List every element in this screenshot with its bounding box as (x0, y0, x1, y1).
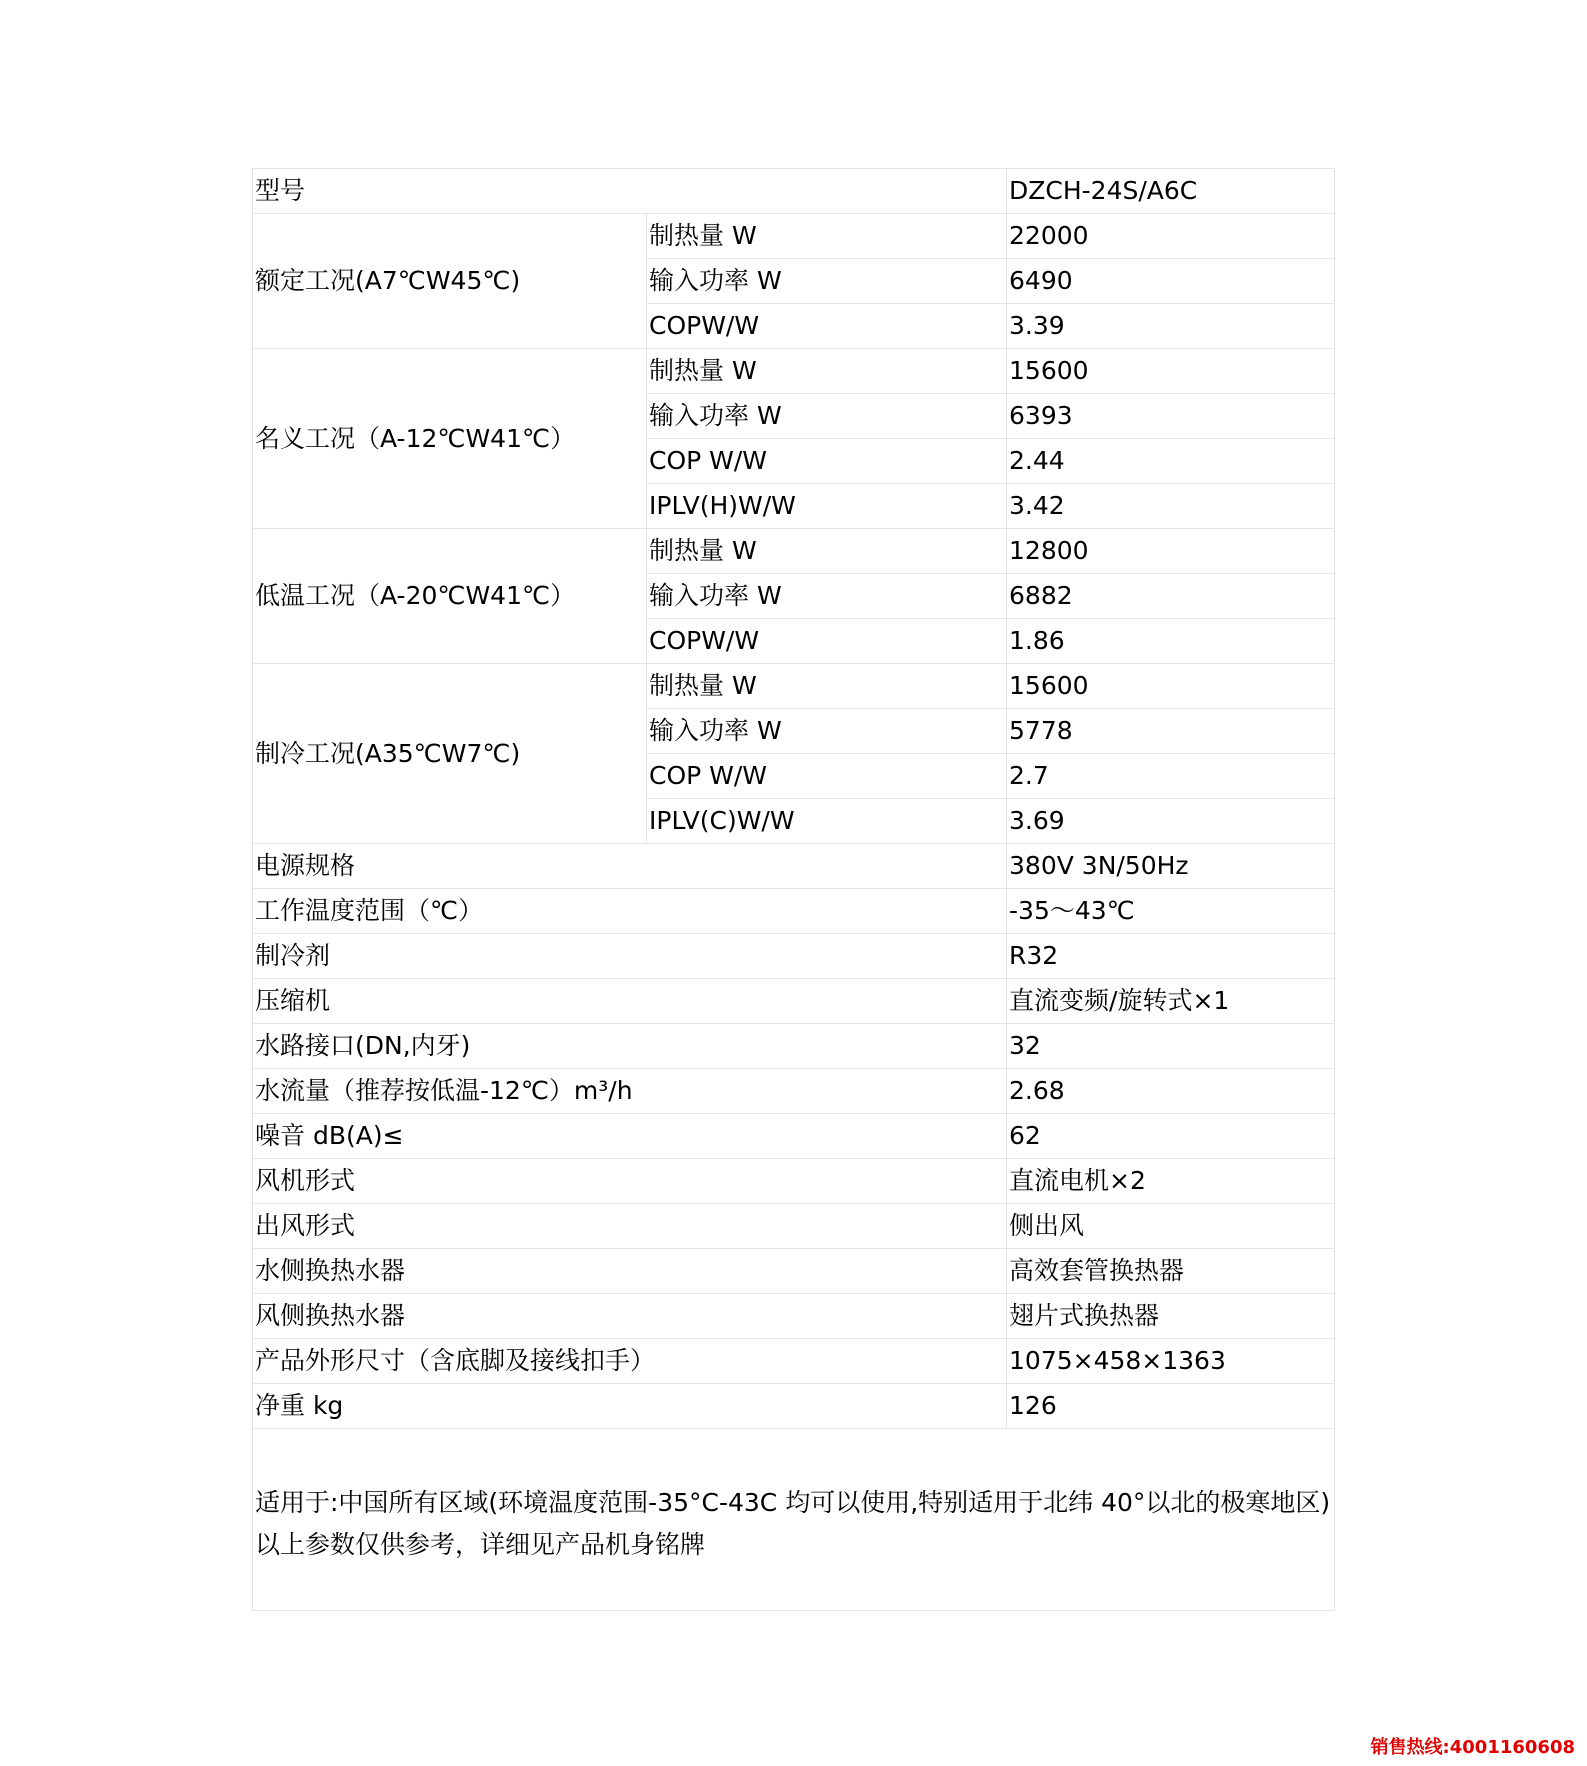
condition-name: 低温工况（A-20℃W41℃） (253, 529, 647, 664)
condition-value: 2.44 (1007, 439, 1335, 484)
condition-row (253, 349, 1335, 394)
spec-row (253, 1339, 1335, 1384)
condition-param: 输入功率 W (647, 394, 1007, 439)
spec-row (253, 1384, 1335, 1429)
spec-row (253, 1294, 1335, 1339)
spec-label: 风机形式 (253, 1159, 1007, 1204)
spec-row (253, 979, 1335, 1024)
condition-param: 输入功率 W (647, 259, 1007, 304)
spec-value: 32 (1007, 1024, 1335, 1069)
spec-row (253, 1159, 1335, 1204)
condition-param: 制热量 W (647, 349, 1007, 394)
condition-param: 输入功率 W (647, 709, 1007, 754)
spec-value: 2.68 (1007, 1069, 1335, 1114)
condition-param: COPW/W (647, 304, 1007, 349)
condition-param: COPW/W (647, 619, 1007, 664)
spec-label: 制冷剂 (253, 934, 1007, 979)
spec-row (253, 1114, 1335, 1159)
condition-param: IPLV(C)W/W (647, 799, 1007, 844)
spec-row (253, 1024, 1335, 1069)
spec-value: 直流变频/旋转式×1 (1007, 979, 1335, 1024)
condition-value: 6882 (1007, 574, 1335, 619)
note-row (253, 1429, 1335, 1611)
condition-row (253, 529, 1335, 574)
condition-value: 6393 (1007, 394, 1335, 439)
usage-note: 适用于:中国所有区域(环境温度范围-35°C-43C 均可以使用,特别适用于北纬 40°以北的极寒地区)以上参数仅供参考，详细见产品机身铭牌 (253, 1429, 1335, 1611)
condition-param: 制热量 W (647, 214, 1007, 259)
spec-value: R32 (1007, 934, 1335, 979)
spec-row (253, 1069, 1335, 1114)
condition-param: 制热量 W (647, 664, 1007, 709)
condition-value: 1.86 (1007, 619, 1335, 664)
model-row (253, 169, 1335, 214)
condition-name: 额定工况(A7℃W45℃) (253, 214, 647, 349)
condition-name: 名义工况（A-12℃W41℃） (253, 349, 647, 529)
spec-label: 风侧换热水器 (253, 1294, 1007, 1339)
spec-label: 产品外形尺寸（含底脚及接线扣手） (253, 1339, 1007, 1384)
hotline-number: 4001160608 (1449, 1737, 1575, 1758)
spec-row (253, 934, 1335, 979)
sales-hotline (1371, 1736, 1575, 1760)
condition-param: 制热量 W (647, 529, 1007, 574)
spec-label: 水路接口(DN,内牙) (253, 1024, 1007, 1069)
condition-param: COP W/W (647, 754, 1007, 799)
spec-label: 水流量（推荐按低温-12℃）m³/h (253, 1069, 1007, 1114)
spec-value: 翅片式换热器 (1007, 1294, 1335, 1339)
spec-value: -35～43℃ (1007, 889, 1335, 934)
condition-value: 3.69 (1007, 799, 1335, 844)
spec-value: 高效套管换热器 (1007, 1249, 1335, 1294)
spec-value: 126 (1007, 1384, 1335, 1429)
condition-value: 12800 (1007, 529, 1335, 574)
condition-value: 6490 (1007, 259, 1335, 304)
spec-label: 压缩机 (253, 979, 1007, 1024)
condition-row (253, 214, 1335, 259)
condition-param: COP W/W (647, 439, 1007, 484)
spec-value: 直流电机×2 (1007, 1159, 1335, 1204)
spec-label: 电源规格 (253, 844, 1007, 889)
model-label: 型号 (253, 169, 1007, 214)
spec-value: 62 (1007, 1114, 1335, 1159)
condition-value: 2.7 (1007, 754, 1335, 799)
spec-label: 噪音 dB(A)≤ (253, 1114, 1007, 1159)
spec-label: 工作温度范围（℃） (253, 889, 1007, 934)
condition-value: 5778 (1007, 709, 1335, 754)
spec-label: 净重 kg (253, 1384, 1007, 1429)
condition-param: IPLV(H)W/W (647, 484, 1007, 529)
hotline-label: 销售热线: (1370, 1737, 1450, 1758)
spec-row (253, 1204, 1335, 1249)
spec-value: 380V 3N/50Hz (1007, 844, 1335, 889)
model-value: DZCH-24S/A6C (1007, 169, 1335, 214)
condition-param: 输入功率 W (647, 574, 1007, 619)
spec-row (253, 1249, 1335, 1294)
condition-value: 15600 (1007, 349, 1335, 394)
spec-table (252, 168, 1335, 1611)
condition-name: 制冷工况(A35℃W7℃) (253, 664, 647, 844)
condition-value: 3.39 (1007, 304, 1335, 349)
spec-label: 出风形式 (253, 1204, 1007, 1249)
spec-row (253, 889, 1335, 934)
condition-value: 22000 (1007, 214, 1335, 259)
spec-row (253, 844, 1335, 889)
spec-table-body (253, 169, 1335, 1611)
condition-value: 15600 (1007, 664, 1335, 709)
spec-label: 水侧换热水器 (253, 1249, 1007, 1294)
spec-value: 1075×458×1363 (1007, 1339, 1335, 1384)
condition-row (253, 664, 1335, 709)
condition-value: 3.42 (1007, 484, 1335, 529)
spec-value: 侧出风 (1007, 1204, 1335, 1249)
